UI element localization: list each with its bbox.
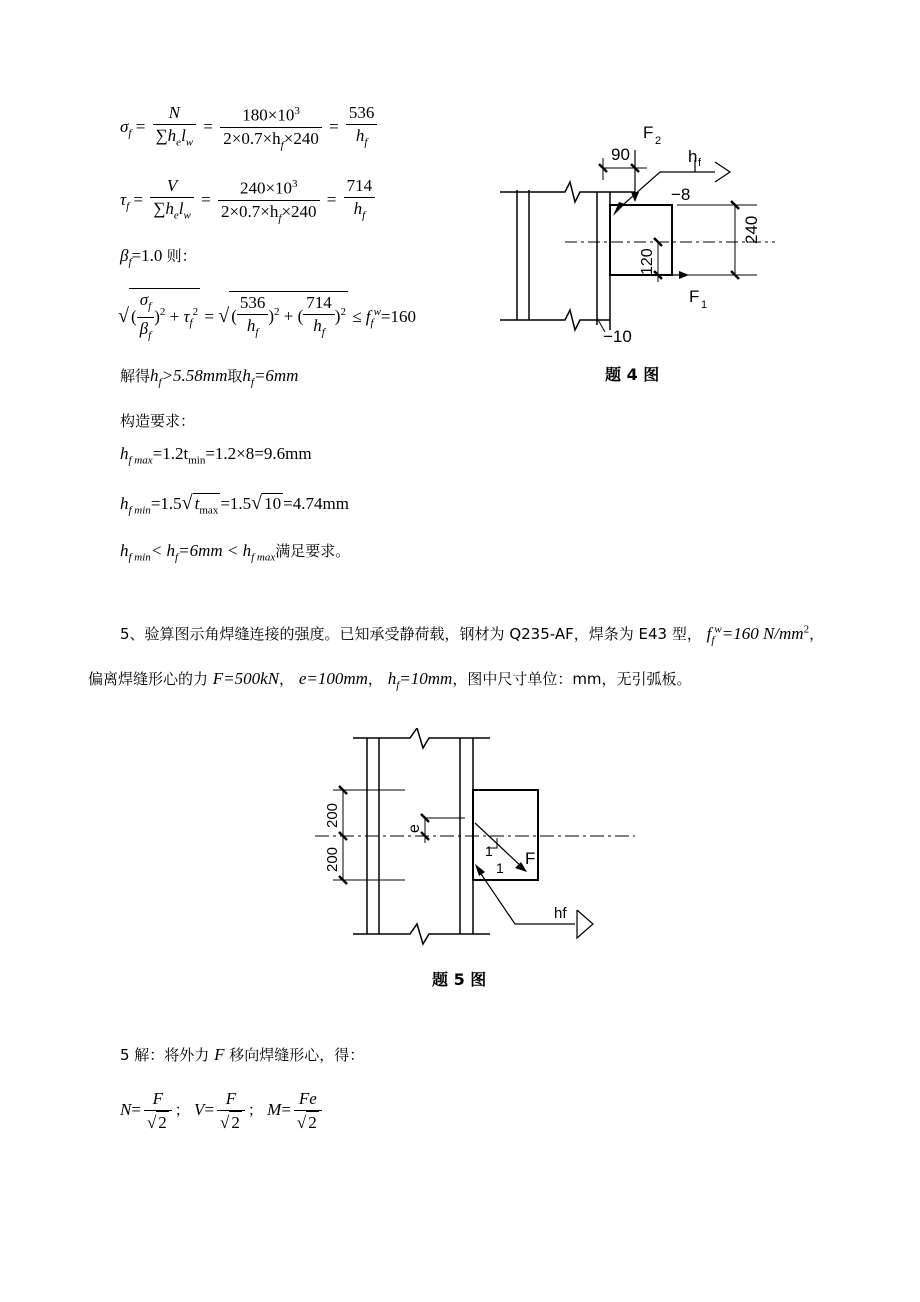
construct-label: 构造要求： — [120, 412, 196, 430]
fig5-dim-200-bot: 200 — [324, 846, 341, 872]
svg-text:2: 2 — [655, 135, 662, 147]
fig4-dim-120: 120 — [639, 248, 656, 275]
fig5-dim-200-top: 200 — [324, 802, 341, 828]
frac-sigma-numeric: $\frac{180\times 10^3}{2\times 0.7\times h_f\times 240}$ — [220, 100, 322, 156]
equation-beta: $\beta_f=1.0$ 则： — [120, 246, 197, 269]
equation-combined: √ ( $\frac{\sigma_f}{\beta_f}$ )$^2 + \tau_f^2$ = √ ( $\frac{536}{h_f}$ )$^2$ + ( $\frac{714}{h_f}$ )$^2 \le f_f^w=160$ — [118, 288, 416, 347]
fig5-slope-1b: 1 — [496, 860, 504, 876]
equation-tau-f: $\tau_f$ = $\frac{V}{\sum h_el_w}$ = $\frac{240\times 10^3}{2\times 0.7\times h_f\times 240}$ = $\frac{714}{h_f}$ — [120, 173, 378, 229]
equation-solve: 解得$h_f>5.58mm$取$h_f=6mm$ — [120, 366, 299, 389]
fig5-e: e — [406, 824, 423, 833]
svg-text:f: f — [698, 157, 702, 169]
svg-text:1: 1 — [701, 299, 708, 311]
equation-check: $h_{f min}< h_f=6mm < h_{f max}$满足要求。 — [120, 541, 351, 564]
sigma-symbol: σ — [120, 116, 129, 136]
figure-4 — [495, 120, 785, 350]
figure-5 — [315, 728, 635, 948]
fig4-F2: F — [643, 123, 654, 142]
fig4-plate-8: −8 — [671, 185, 691, 204]
figure-4-caption: 题 4 图 — [605, 365, 660, 384]
figure-5-caption: 题 5 图 — [432, 970, 487, 989]
solution5-intro: 5 解：将外力 F 移向焊缝形心，得： — [120, 1045, 365, 1064]
fig4-dim-90: 90 — [611, 145, 630, 164]
equation-sigma-f: $\sigma_f$ = $\frac{N}{\sum h_el_w}$ = $\frac{180\times 10^3}{2\times 0.7\times h_f\times 240}$ = $\frac{536}{h_f}$ — [120, 100, 380, 156]
problem5-line2: 偏离焊缝形心的力 F=500kN， e=100mm， $h_f=10mm$，图中尺寸单位：mm，无引弧板。 — [88, 669, 692, 692]
fig4-F1: F — [689, 287, 700, 306]
equation-hfmax: $h_{f max}=1.2t_{min}=1.2\times 8=9.6mm$ — [120, 444, 312, 467]
fig5-slope-1a: 1 — [485, 843, 493, 859]
problem5-line1: 5、验算图示角焊缝连接的强度。已知承受静荷载，钢材为 Q235-AF，焊条为 E43 型， $f_f^w=160$ $N/mm^2$， — [120, 623, 825, 647]
fig4-plate-10: −10 — [603, 327, 632, 346]
fig4-hf: h — [688, 147, 698, 166]
fig4-dim-240: 240 — [742, 215, 761, 244]
solution5-equations: N= $\frac{F}{√ 2}$ ； V= $\frac{F}{√ 2}$ ； M= $\frac{Fe}{√ 2}$ — [120, 1088, 325, 1134]
fig5-F: F — [525, 849, 536, 868]
equation-hfmin: $h_{f min}=1.5√$ $t_{max} =1.5√$ 10 =4.74mm — [120, 492, 349, 517]
frac-n-over-hl: $\frac{N}{\sum h_el_w}$ — [153, 102, 197, 153]
frac-536-over-hf: $\frac{536}{h_f}$ — [346, 102, 378, 153]
fig5-hf: hf — [554, 905, 567, 922]
